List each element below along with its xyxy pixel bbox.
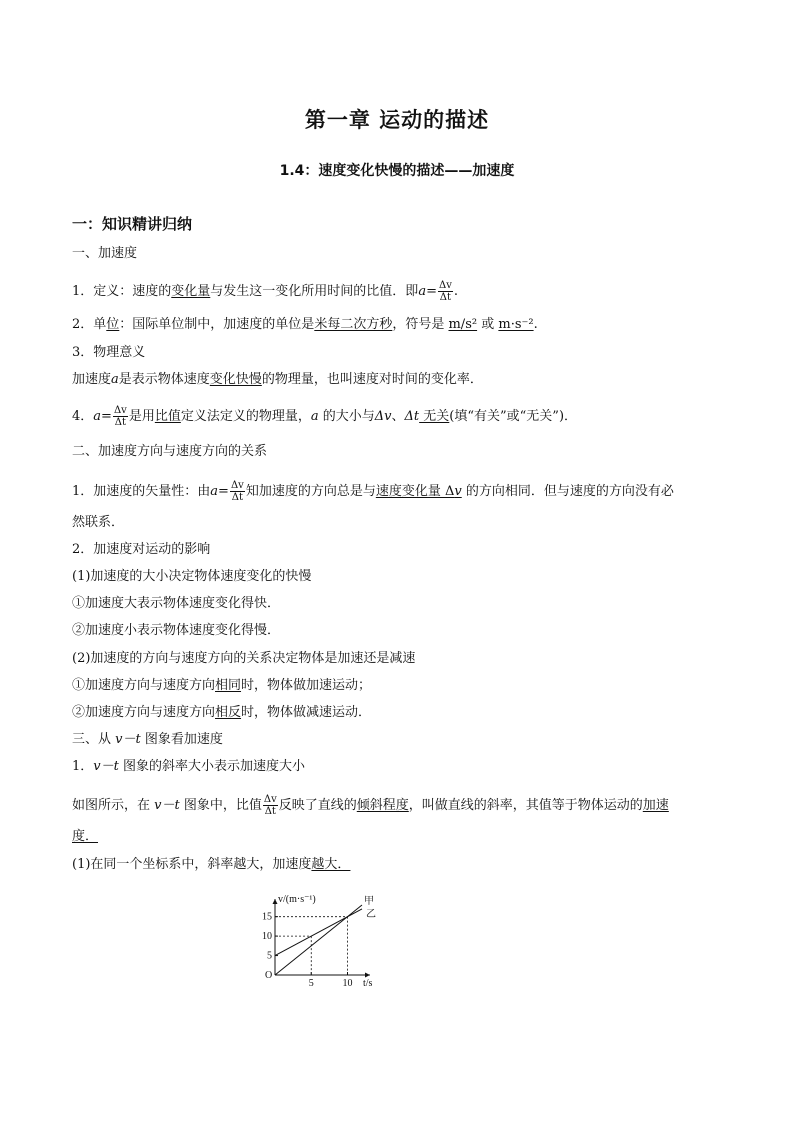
part2-heading: 二、加速度方向与速度方向的关系: [72, 444, 268, 459]
chapter-title: 第一章 运动的描述: [304, 108, 490, 132]
x-tick-label: 5: [308, 978, 314, 989]
fraction-dv-dt: $\frac{\Delta v}{\Delta t}$: [438, 280, 452, 303]
slope-heading: 1．v－t 图象的斜率大小表示加速度大小: [72, 759, 305, 774]
list-item: (1)在同一个坐标系中，斜率越大，加速度越大．: [72, 857, 351, 872]
section-heading: 一：知识精讲归纳: [72, 215, 193, 233]
list-item: ②加速度小表示物体速度变化得慢．: [72, 623, 281, 638]
physical-meaning-heading: 3．物理意义: [72, 345, 146, 360]
part1-heading: 一、加速度: [72, 246, 138, 261]
list-item: (1)加速度的大小决定物体速度变化的快慢: [72, 569, 312, 584]
slope-explanation-continued: 度．: [72, 829, 99, 844]
vector-line: 1．加速度的矢量性：由a= $\frac{\Delta v}{\Delta t}$ 知加速度的方向总是与速度变化量 Δv 的方向相同．但与速度的方向没有必: [72, 480, 674, 503]
series-label-2: 乙: [366, 908, 376, 920]
y-axis-label: v/(m·s⁻¹): [278, 895, 316, 905]
y-axis-arrow: [273, 899, 278, 904]
x-tick-label: 10: [342, 978, 353, 989]
x-axis-label: t/s: [363, 978, 373, 989]
y-tick-label: 15: [262, 911, 272, 923]
y-tick-label: 5: [267, 950, 272, 962]
v-t-graph: [250, 895, 380, 995]
fraction-dv-dt: $\frac{\Delta v}{\Delta t}$: [263, 794, 277, 817]
x-axis-arrow: [365, 973, 370, 978]
unit-line: 2．单位：国际单位制中，加速度的单位是米每二次方秒，符号是 m/s² 或 m·s⁻².: [72, 317, 538, 332]
ratio-definition-line: 4．a= $\frac{\Delta v}{\Delta t}$ 是用比值定义法定义的物理量，a 的大小与Δv、Δt 无关(填“有关”或“无关”)．: [72, 405, 578, 428]
list-item: ②加速度方向与速度方向相反时，物体做减速运动．: [72, 705, 372, 720]
list-item: ①加速度大表示物体速度变化得快．: [72, 596, 281, 611]
series-line-2: [275, 909, 362, 956]
series-label-1: 甲: [364, 896, 374, 907]
origin-label: O: [265, 970, 273, 981]
lesson-subtitle: 1.4：速度变化快慢的描述——加速度: [279, 163, 515, 179]
fraction-dv-dt: $\frac{\Delta v}{\Delta t}$: [230, 480, 244, 503]
list-item: (2)加速度的方向与速度方向的关系决定物体是加速还是减速: [72, 651, 416, 666]
y-tick-label: 10: [262, 931, 272, 943]
slope-explanation: 如图所示，在 v－t 图象中，比值 $\frac{\Delta v}{\Delta t}$ 反映了直线的倾斜程度，叫做直线的斜率，其值等于物体运动的加速: [72, 794, 669, 817]
vector-line-continued: 然联系．: [72, 515, 125, 530]
list-item: ①加速度方向与速度方向相同时，物体做加速运动；: [72, 678, 372, 693]
part3-heading: 三、从 v－t 图象看加速度: [72, 732, 223, 747]
fraction-dv-dt: $\frac{\Delta v}{\Delta t}$: [113, 405, 127, 428]
definition-line: 1．定义：速度的变化量与发生这一变化所用时间的比值．即a= $\frac{\Delta v}{\Delta t}$ .: [72, 280, 458, 303]
effect-heading: 2．加速度对运动的影响: [72, 542, 211, 557]
physical-meaning-line: 加速度a是表示物体速度变化快慢的物理量，也叫速度对时间的变化率．: [72, 372, 483, 387]
